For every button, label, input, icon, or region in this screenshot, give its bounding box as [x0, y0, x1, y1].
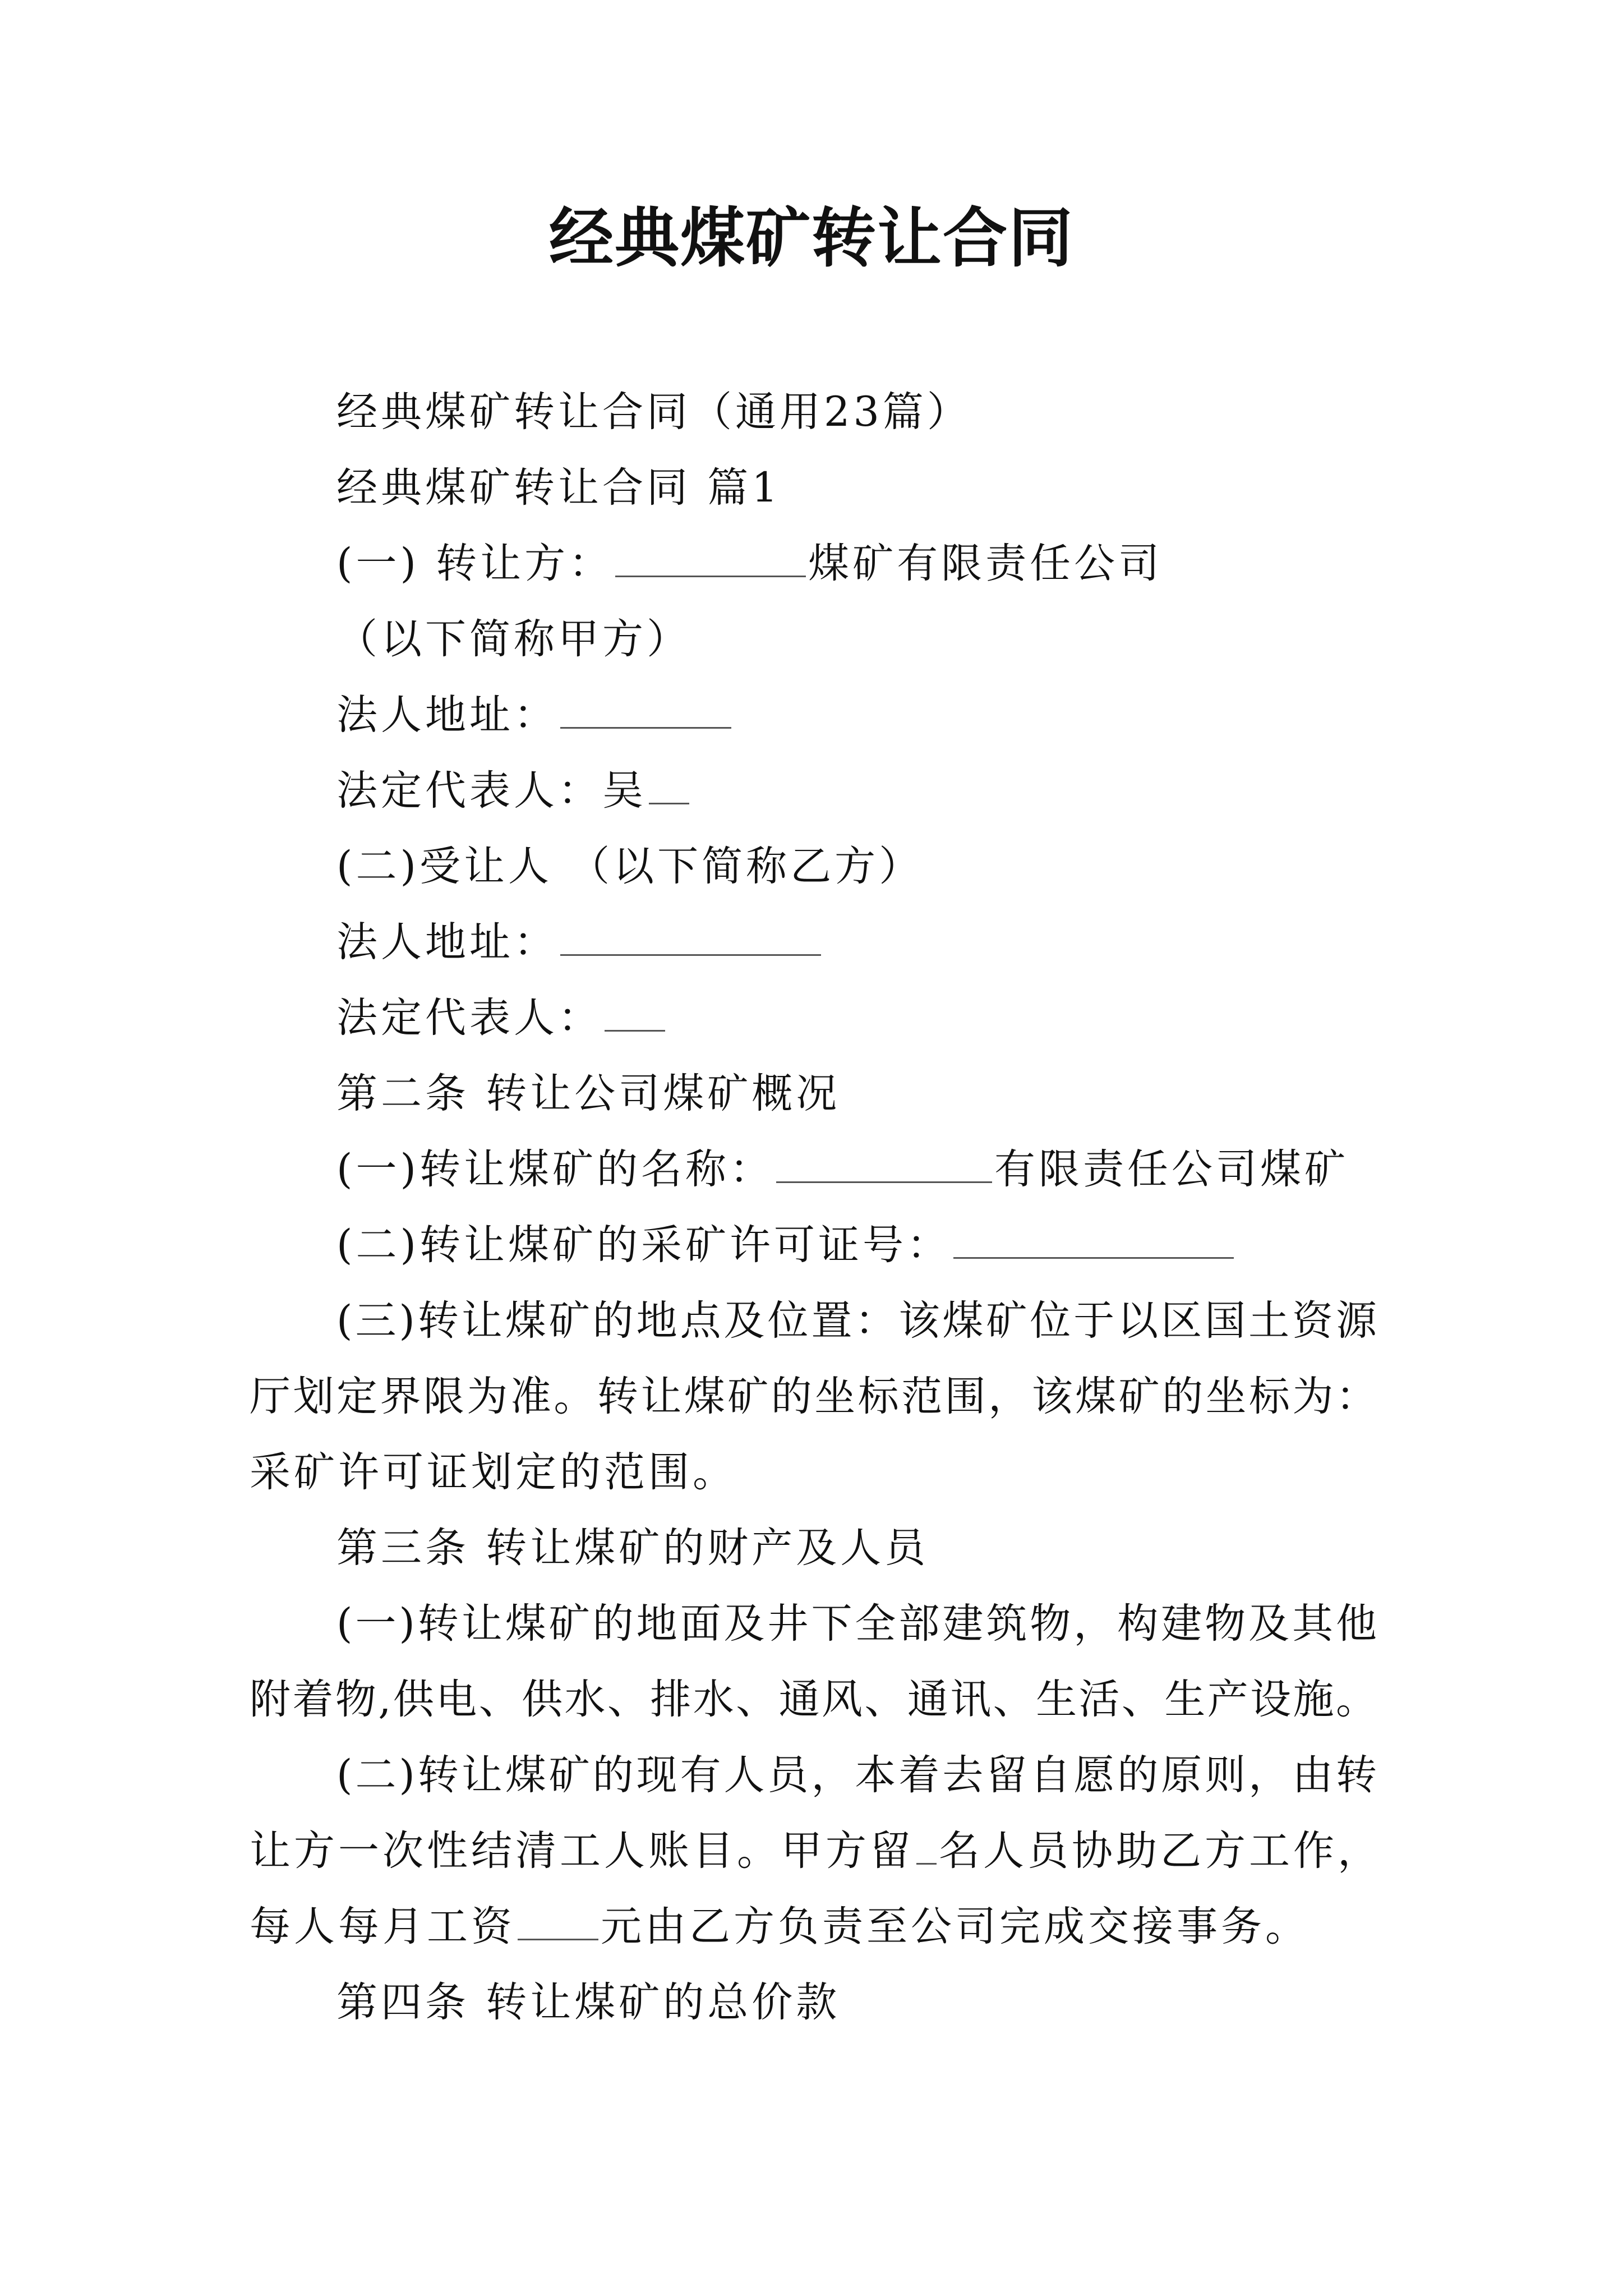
fill-blank — [776, 1143, 992, 1183]
party-b-representative: 法定代表人： — [336, 990, 667, 1046]
personnel-paragraph: 每人每月工资 元由乙方负责至公司完成交接事务。 — [250, 1899, 1310, 1955]
mining-license-line: (二)转让煤矿的采矿许可证号： — [336, 1217, 1236, 1273]
section-heading: 经典煤矿转让合同 篇1 — [336, 464, 781, 512]
mine-location-paragraph: (三)转让煤矿的地点及位置：该煤矿位于以区国土资源 — [336, 1297, 1377, 1345]
party-a-representative: 法定代表人：吴 — [336, 763, 691, 819]
fill-blank — [605, 992, 665, 1032]
mine-location-paragraph: 厅划定界限为准。转让煤矿的坐标范围，该煤矿的坐标为： — [250, 1373, 1377, 1420]
party-a-alias: （以下简称甲方） — [336, 615, 691, 663]
party-b-line: (二)受让人 （以下简称乙方） — [336, 843, 924, 890]
party-a-address: 法人地址： — [336, 687, 734, 743]
fill-blank — [649, 765, 689, 804]
subtitle-line: 经典煤矿转让合同（通用23篇） — [336, 388, 971, 436]
personnel-paragraph: 让方一次性结清工人账目。甲方留 名人员协助乙方工作， — [250, 1823, 1382, 1879]
fill-blank — [953, 1219, 1234, 1259]
mine-name-line: (一)转让煤矿的名称： 有限责任公司煤矿 — [336, 1142, 1349, 1198]
fill-blank — [615, 537, 806, 577]
article-4-heading: 第四条 转让煤矿的总价款 — [336, 1978, 841, 2026]
fill-blank — [916, 1825, 937, 1865]
property-paragraph: 附着物,供电、供水、排水、通风、通讯、生活、生产设施。 — [250, 1676, 1377, 1723]
personnel-paragraph: (二)转让煤矿的现有人员，本着去留自愿的原则，由转 — [336, 1751, 1377, 1799]
party-b-address: 法人地址： — [336, 914, 823, 970]
party-a-line: (一) 转让方： 煤矿有限责任公司 — [336, 536, 1163, 592]
property-paragraph: (一)转让煤矿的地面及井下全部建筑物，构建物及其他 — [336, 1600, 1377, 1648]
article-2-heading: 第二条 转让公司煤矿概况 — [336, 1070, 841, 1117]
fill-blank — [518, 1901, 598, 1940]
article-3-heading: 第三条 转让煤矿的财产及人员 — [336, 1524, 929, 1572]
document-title: 经典煤矿转让合同 — [548, 200, 1074, 276]
fill-blank — [560, 916, 821, 956]
fill-blank — [560, 689, 731, 729]
mine-location-paragraph: 采矿许可证划定的范围。 — [250, 1448, 737, 1496]
